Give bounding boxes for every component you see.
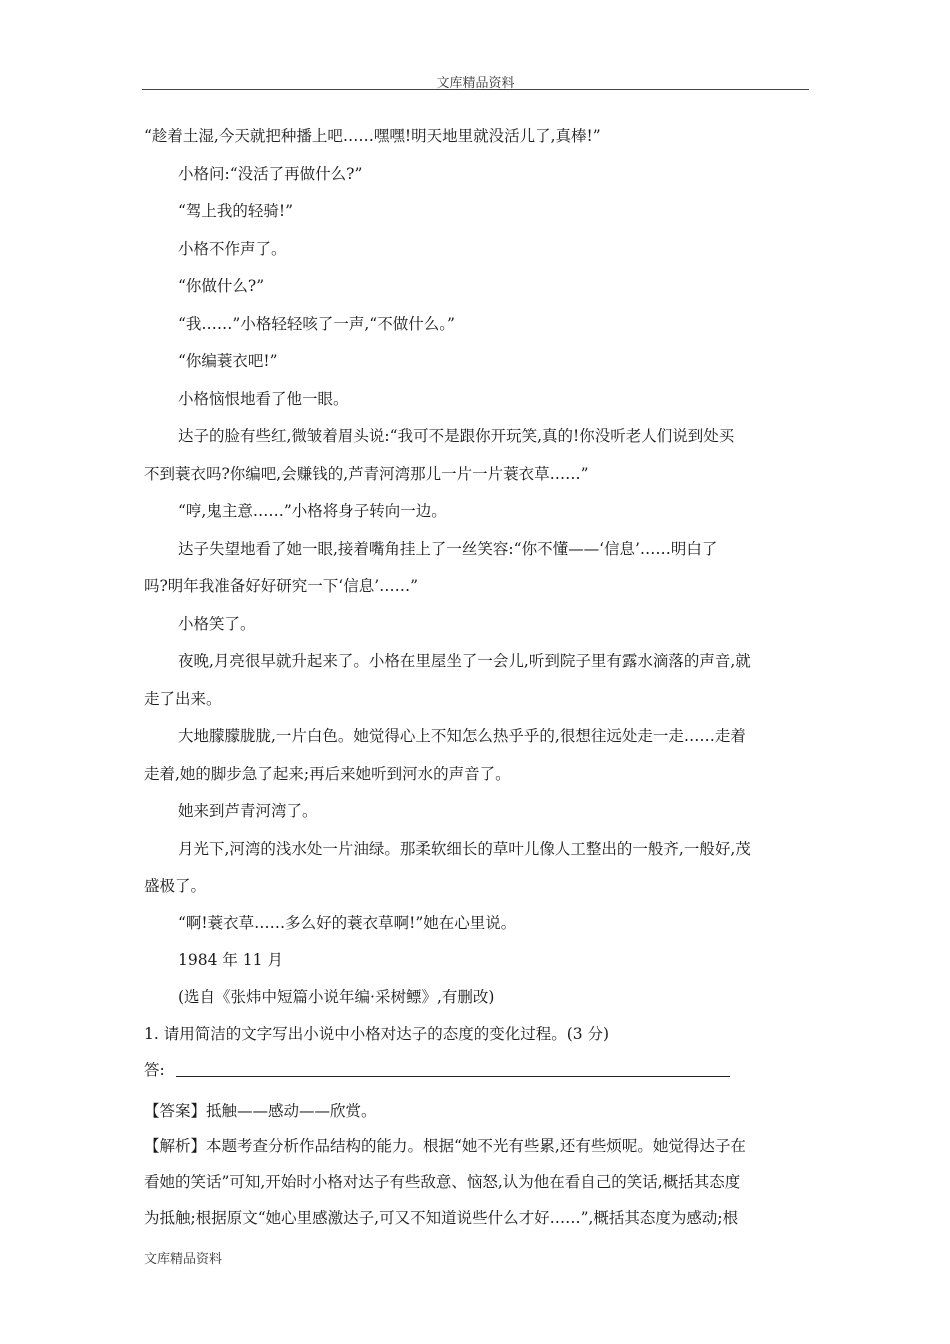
text-line: 小格不作声了。 [178,240,287,258]
text-line: 月光下,河湾的浅水处一片油绿。那柔软细长的草叶儿像人工整出的一般齐,一般好,茂 [178,840,751,858]
text-line: 走着,她的脚步急了起来;再后来她听到河水的声音了。 [144,765,511,783]
text-line: 大地朦朦胧胧,一片白色。她觉得心上不知怎么热乎乎的,很想往远处走一走……走着 [178,727,746,745]
source-citation: (选自《张炜中短篇小说年编·采树鳔》,有删改) [178,988,495,1006]
text-line: 走了出来。 [144,690,222,708]
analysis-line: 【解析】本题考查分析作品结构的能力。根据“她不光有些累,还有些烦呢。她觉得达子在 [144,1137,746,1155]
answer-label: 答: [144,1061,165,1079]
page-header: 文库精品资料 [436,76,515,91]
analysis-line: 看她的笑话”可知,开始时小格对达子有些敌意、恼怒,认为他在看自己的笑话,概括其态度 [144,1173,741,1191]
header-divider [142,89,809,90]
date-line: 1984 年 11 月 [178,951,283,969]
text-line: 吗?明年我准备好好研究一下‘信息’……” [144,577,419,595]
text-line: 达子的脸有些红,微皱着眉头说:“我可不是跟你开玩笑,真的!你没听老人们说到处买 [178,427,735,445]
text-line: “哼,鬼主意……”小格将身子转向一边。 [178,502,447,520]
text-line: 达子失望地看了她一眼,接着嘴角挂上了一丝笑容:“你不懂——‘信息’……明白了 [178,540,718,558]
text-line: 夜晚,月亮很早就升起来了。小格在里屋坐了一会儿,听到院子里有露水滴落的声音,就 [178,652,751,670]
text-line: “啊!蓑衣草……多么好的蓑衣草啊!”她在心里说。 [178,914,517,932]
text-line: 她来到芦青河湾了。 [178,802,318,820]
text-line: “驾上我的轻骑!” [178,202,294,220]
text-line: “你编蓑衣吧!” [178,352,278,370]
text-line: “你做什么?” [178,277,265,295]
text-line: “我……”小格轻轻咳了一声,“不做什么。” [178,315,455,333]
analysis-line: 为抵触;根据原文“她心里感激达子,可又不知道说些什么才好……”,概括其态度为感动;根 [144,1209,739,1227]
page-footer: 文库精品资料 [144,1252,223,1267]
text-line: 小格恼恨地看了他一眼。 [178,390,349,408]
text-line: 小格问:“没活了再做什么?” [178,165,363,183]
answer-key: 【答案】抵触——感动——欣赏。 [144,1102,377,1120]
text-line: 不到蓑衣吗?你编吧,会赚钱的,芦青河湾那儿一片一片蓑衣草……” [144,465,589,483]
text-line: “趁着土湿,今天就把种播上吧……嘿嘿!明天地里就没活儿了,真棒!” [144,127,601,145]
text-line: 盛极了。 [144,877,207,895]
answer-blank-line[interactable] [176,1076,730,1077]
text-line: 小格笑了。 [178,615,256,633]
question-text: 1. 请用简洁的文字写出小说中小格对达子的态度的变化过程。(3 分) [144,1025,610,1043]
